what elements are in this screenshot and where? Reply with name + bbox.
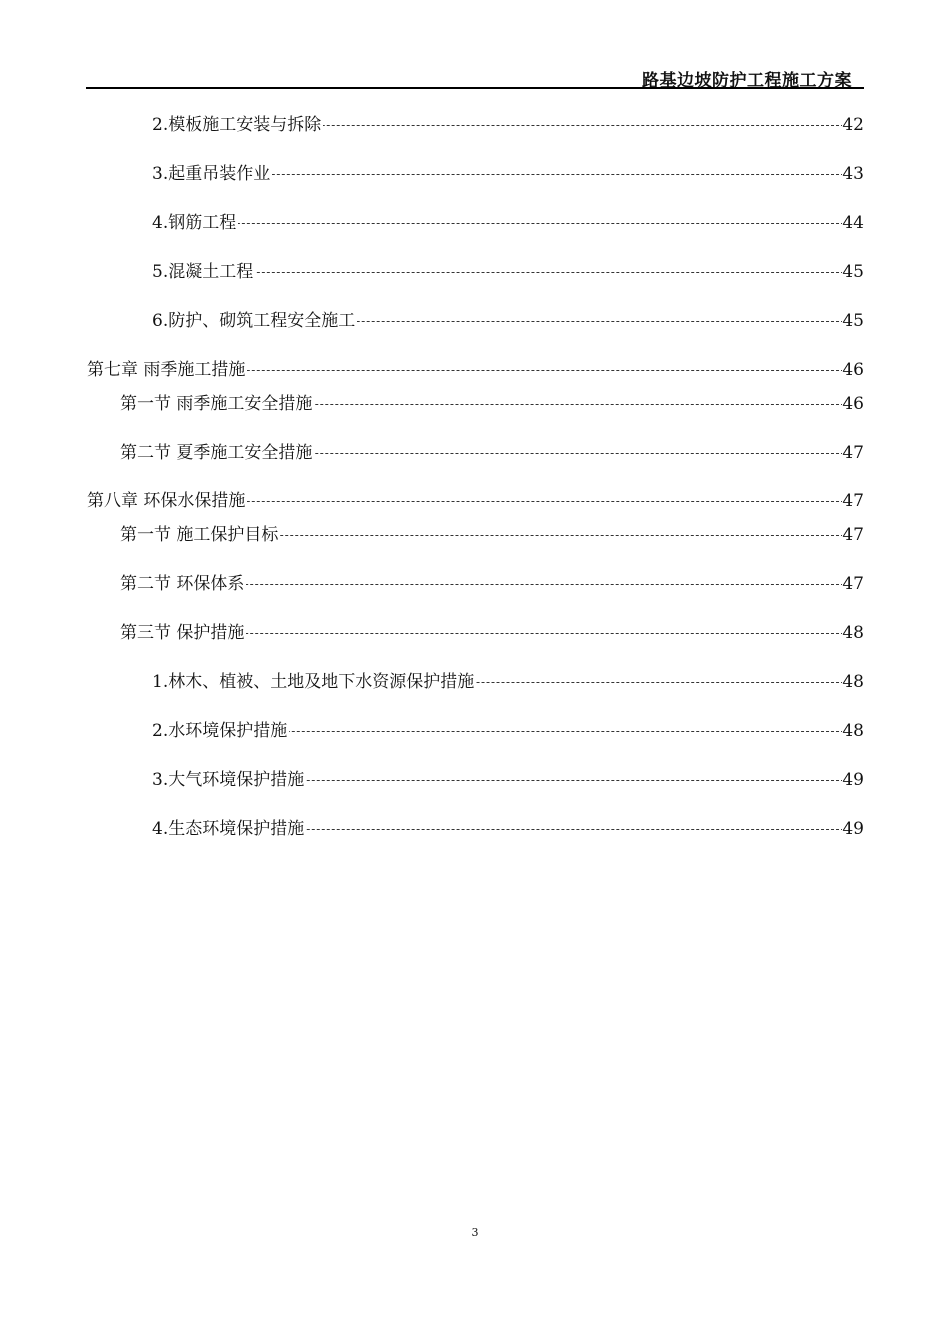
- toc-entry-page: 43: [842, 164, 864, 184]
- toc-entry-page: 45: [842, 262, 864, 282]
- toc-entry-page: 47: [842, 443, 864, 463]
- toc-entry-page: 44: [842, 213, 864, 233]
- toc-entry[interactable]: [0, 392, 950, 416]
- toc-entry-title: 1.林木、植被、土地及地下水资源保护措施: [152, 672, 475, 692]
- toc-entry[interactable]: [0, 211, 950, 235]
- toc-entry[interactable]: [0, 768, 950, 792]
- toc-entry-title: 第一节 雨季施工安全措施: [120, 394, 313, 414]
- toc-entry-page: 48: [842, 623, 864, 643]
- document-title: 路基边坡防护工程施工方案: [642, 71, 852, 91]
- toc-entry-title: 第二节 夏季施工安全措施: [120, 443, 313, 463]
- toc-entry[interactable]: [0, 260, 950, 284]
- toc-entry-page: 47: [842, 491, 864, 511]
- toc-entry-title: 3.大气环境保护措施: [152, 770, 305, 790]
- toc-entry-page: 48: [842, 721, 864, 741]
- toc-leader: [152, 223, 844, 224]
- toc-entry[interactable]: [0, 162, 950, 186]
- toc-entry[interactable]: [0, 358, 950, 382]
- toc-entry-title: 第八章 环保水保措施: [87, 491, 246, 511]
- toc-entry-title: 3.起重吊装作业: [152, 164, 271, 184]
- toc-entry[interactable]: [0, 817, 950, 841]
- toc-entry-title: 2.水环境保护措施: [152, 721, 288, 741]
- toc-entry-page: 48: [842, 672, 864, 692]
- toc-entry-title: 2.模板施工安装与拆除: [152, 115, 322, 135]
- toc-entry-page: 47: [842, 574, 864, 594]
- toc-entry[interactable]: [0, 572, 950, 596]
- toc-entry-title: 4.生态环境保护措施: [152, 819, 305, 839]
- toc-entry-title: 第七章 雨季施工措施: [87, 360, 246, 380]
- toc-entry-title: 第三节 保护措施: [120, 623, 245, 643]
- toc-entry-page: 46: [842, 360, 864, 380]
- toc-entry[interactable]: [0, 621, 950, 645]
- toc-entry-title: 4.钢筋工程: [152, 213, 237, 233]
- toc-leader: [152, 272, 844, 273]
- toc-entry-title: 第一节 施工保护目标: [120, 525, 279, 545]
- toc-entry-page: 49: [842, 819, 864, 839]
- toc-entry[interactable]: [0, 441, 950, 465]
- toc-entry-title: 6.防护、砌筑工程安全施工: [152, 311, 356, 331]
- toc-entry[interactable]: [0, 489, 950, 513]
- toc-entry-page: 45: [842, 311, 864, 331]
- toc-entry-page: 46: [842, 394, 864, 414]
- toc-entry-page: 47: [842, 525, 864, 545]
- toc-entry[interactable]: [0, 309, 950, 333]
- header-rule: [86, 87, 864, 89]
- toc-entry-title: 第二节 环保体系: [120, 574, 245, 594]
- toc-entry[interactable]: [0, 523, 950, 547]
- toc-entry-page: 49: [842, 770, 864, 790]
- toc-entry[interactable]: [0, 719, 950, 743]
- toc-entry-page: 42: [842, 115, 864, 135]
- toc-entry-title: 5.混凝土工程: [152, 262, 254, 282]
- toc-entry[interactable]: [0, 113, 950, 137]
- toc-entry[interactable]: [0, 670, 950, 694]
- page-number: 3: [471, 1226, 479, 1239]
